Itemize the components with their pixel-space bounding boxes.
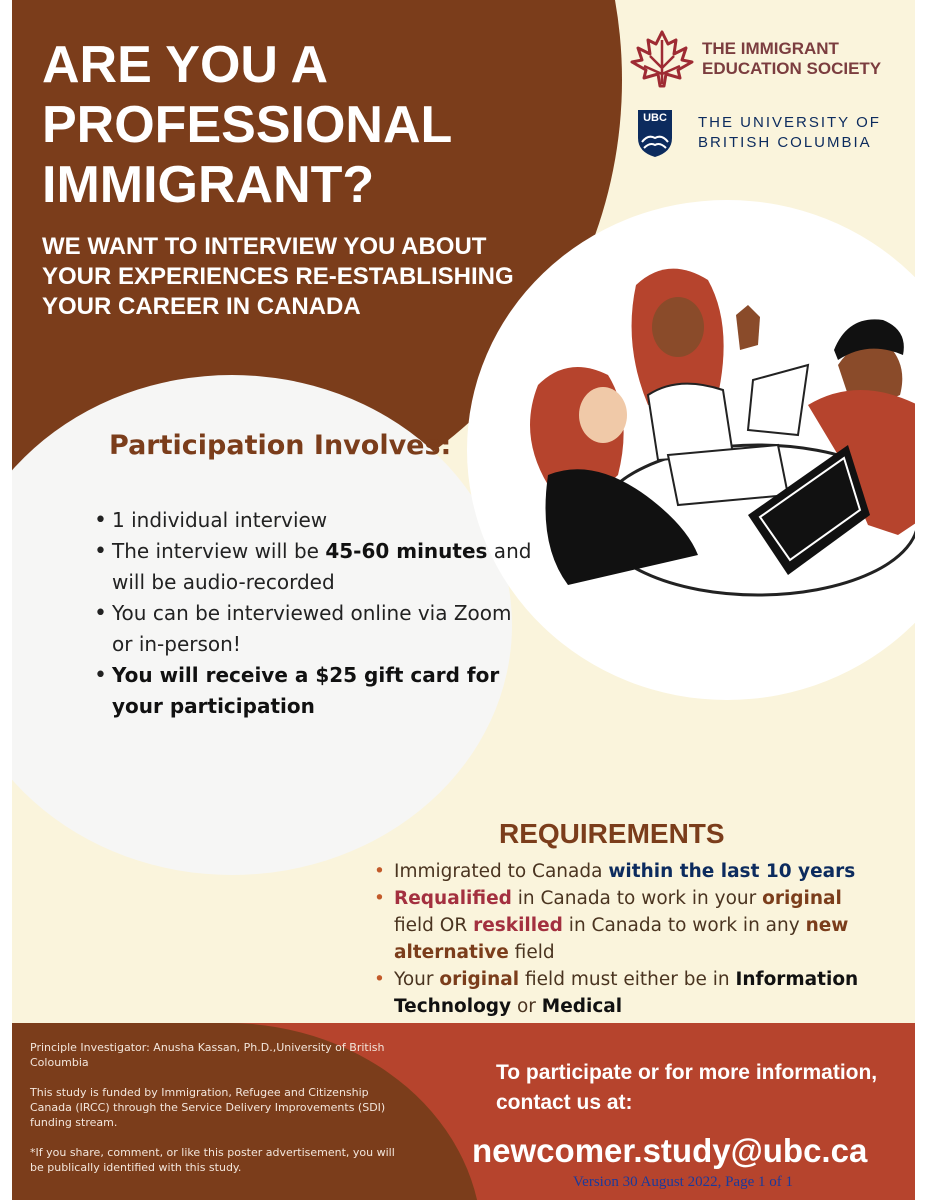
meeting-illustration	[508, 255, 915, 605]
hijab-woman-hand	[736, 305, 760, 350]
list-item: • The interview will be 45-60 minutes and will be audio-recorded	[94, 536, 534, 598]
funding-note: This study is funded by Immigration, Refugee and Citizenship Canada (IRCC) through the Service Delivery Improvements (SDI) funding stream.	[30, 1086, 386, 1129]
contact-email[interactable]: newcomer.study@ubc.ca	[472, 1132, 868, 1169]
list-item: • Requalified in Canada to work in your original field OR reskilled in Canada to work in any new alternative field	[372, 885, 872, 966]
ubc-name: THE UNIVERSITY OF BRITISH COLUMBIA	[698, 114, 881, 151]
maple-leaf-icon	[630, 30, 694, 88]
woman-face	[579, 387, 627, 443]
version-note: Version 30 August 2022, Page 1 of 1	[573, 1174, 793, 1190]
subheadline: WE WANT TO INTERVIEW YOU ABOUT YOUR EXPERIENCES RE-ESTABLISHING YOUR CAREER IN CANADA	[42, 233, 514, 320]
ubc-crest-icon	[636, 108, 674, 158]
participation-list	[94, 505, 534, 722]
list-item: • 1 individual interview	[94, 505, 534, 536]
hijab-woman-shirt	[648, 384, 733, 460]
held-paper	[748, 365, 808, 435]
list-item: • Your original field must either be in Information Technology or Medical	[372, 966, 872, 1020]
investigator-note: Principle Investigator: Anusha Kassan, Ph.D.,University of British Coloumbia	[30, 1041, 385, 1069]
headline: ARE YOU A PROFESSIONAL IMMIGRANT?	[42, 36, 452, 214]
list-item: • Immigrated to Canada within the last 10 years	[372, 858, 872, 885]
ubc-badge-text: UBC	[643, 112, 667, 124]
contact-prompt: To participate or for more information, contact us at:	[496, 1061, 878, 1114]
paper-sheet	[668, 445, 788, 505]
requirements-list	[372, 858, 872, 1020]
requirements-title: REQUIREMENTS	[499, 818, 725, 849]
participation-title: Participation Involves:	[109, 430, 452, 461]
ies-name: THE IMMIGRANT EDUCATION SOCIETY	[702, 39, 882, 78]
poster	[12, 0, 915, 1200]
list-item: • You will receive a $25 gift card for your participation	[94, 660, 534, 722]
disclaimer-note: *If you share, comment, or like this poster advertisement, you will be publically identified with this study.	[30, 1146, 395, 1174]
footer-notes	[30, 1040, 410, 1190]
hijab-woman-face	[652, 297, 704, 357]
list-item: • You can be interviewed online via Zoom or in-person!	[94, 598, 534, 660]
ies-logo	[630, 30, 902, 88]
ubc-logo	[636, 108, 915, 158]
